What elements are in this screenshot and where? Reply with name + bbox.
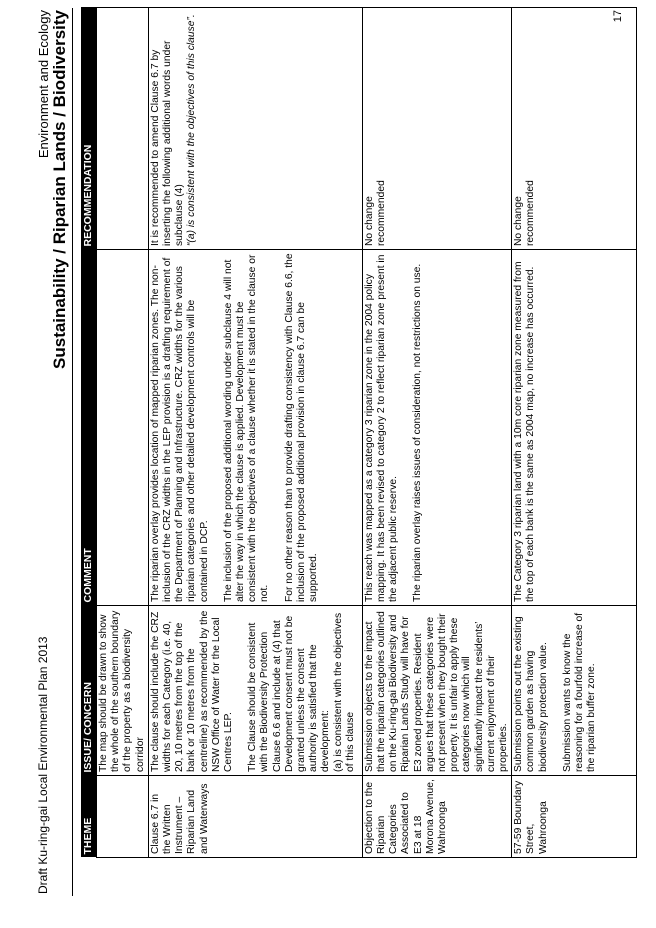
issue-cell: [362, 606, 511, 776]
comment-cell: [148, 250, 362, 606]
recommendation-cell: [148, 8, 362, 250]
comment-paragraph: For no other reason than to provide drafting consistency with Clause 6.6, the inclusion of the proposed additional provision in clause 6.7 can be supported.: [283, 253, 320, 602]
comment-paragraph: The inclusion of the proposed additional wording under subclause 4 will not alter the way in which the clause is applied. Development must be consistent with the objectives of a clause whether it is stated in the clause or not.: [222, 254, 271, 602]
document-title: Draft Ku-ring-gai Local Environmental Plan 2013: [36, 636, 50, 894]
table-row: [97, 8, 149, 858]
issue-paragraph: Submission points out the existing common garden as having biodiversity protection value.: [513, 616, 549, 772]
issue-cell: [148, 606, 362, 776]
submissions-table: [81, 7, 637, 858]
comment-paragraph: The Category 3 riparian land with a 10m core riparian zone measured from the top of each bank is the same as 2004 map, no increase has occurred.: [513, 261, 537, 602]
page-number: 17: [612, 10, 624, 23]
theme-cell: Objection to the Riparian Categories Associated to E3 at 18 Morona Avenue, Wahroonga: [362, 776, 511, 858]
table-row: [362, 8, 511, 858]
theme-cell: 57-59 Boundary Street, Wahroonga: [512, 776, 637, 858]
recommendation-cell: [362, 8, 511, 250]
recommendation-text: No change recommended: [363, 180, 388, 246]
section-title: Environment and Ecology: [36, 10, 51, 159]
comment-paragraph: The riparian overlay provides location of mapped riparian zones. The non-inclusion of the CRZ widths in the LEP provision is a drafting requirement of the Department of Planning and Infrastructure. CRZ widths for the various riparian categories and other detailed development controls will be contained in DCP.: [149, 257, 210, 602]
issue-paragraph: The Clause should be consistent with the Biodiversity Protection Clause 6.6 and include at (4) that Development consent must not be granted unless the consent authority is satisfied that the development: (a) is consistent with the objectives of this clause: [247, 612, 356, 772]
comment-paragraph: The riparian overlay raises issues of consideration, not restrictions on use.: [412, 263, 424, 602]
comment-cell: [97, 250, 149, 606]
comment-cell: [362, 250, 511, 606]
theme-cell: [97, 776, 149, 858]
issue-paragraph: The map should be drawn to show the whole of the southern boundary of the property as a biodiversity corridor: [98, 610, 146, 772]
column-header-comment: COMMENT: [81, 250, 97, 606]
column-header-issue: ISSUE/ CONCERN: [81, 606, 97, 776]
table-header-row: [81, 8, 97, 858]
issue-cell: [97, 606, 149, 776]
issue-paragraph: Submission objects to the impact that the riparian categories outlined on the Ku-ring-gai Biodiversity and Riparian Lands Study will have for E3 zoned properties. Resident argues that these categories were not present when they bought their property. It is unfair to apply these categories now which will significantly impact the residents’ current enjoyment of their properties.: [363, 611, 510, 772]
recommendation-text: It is recommended to amend Clause 6.7 by inserting the following additional words under subclause (4): [149, 40, 186, 246]
header-divider: [72, 8, 73, 896]
recommendation-cell: [97, 8, 149, 250]
column-header-theme: THEME: [81, 776, 97, 858]
theme-cell: Clause 6.7 in the Written Instrument – Riparian Land and Waterways: [148, 776, 362, 858]
recommendation-text: No change recommended: [513, 180, 537, 246]
issue-paragraph: Submission wants to know the reasoning for a fourfold increase of the riparian buffer zone.: [561, 612, 598, 772]
table-row: [512, 8, 637, 858]
issue-paragraph: The clause should include the CRZ widths for each Category (i.e. 40, 20, 10 metres from the top of the bank or 10 metres from the centreline) as recommended by the NSW Office of Water for the Local Centres LEP.: [149, 610, 235, 772]
recommendation-cell: [512, 8, 637, 250]
comment-cell: [512, 250, 637, 606]
comment-paragraph: This reach was mapped as a category 3 riparian zone in the 2004 policy mapping. It has been revised to category 2 to reflect riparian zone present in the adjacent public reserve.: [363, 254, 400, 602]
issue-cell: [512, 606, 637, 776]
subsection-title: Sustainability / Riparian Lands / Biodiversity: [50, 10, 69, 369]
table-row: [148, 8, 362, 858]
recommendation-quote: “(a) is consistent with the objectives of this clause”.: [186, 14, 198, 246]
column-header-recommendation: RECOMMENDATION: [81, 8, 97, 250]
